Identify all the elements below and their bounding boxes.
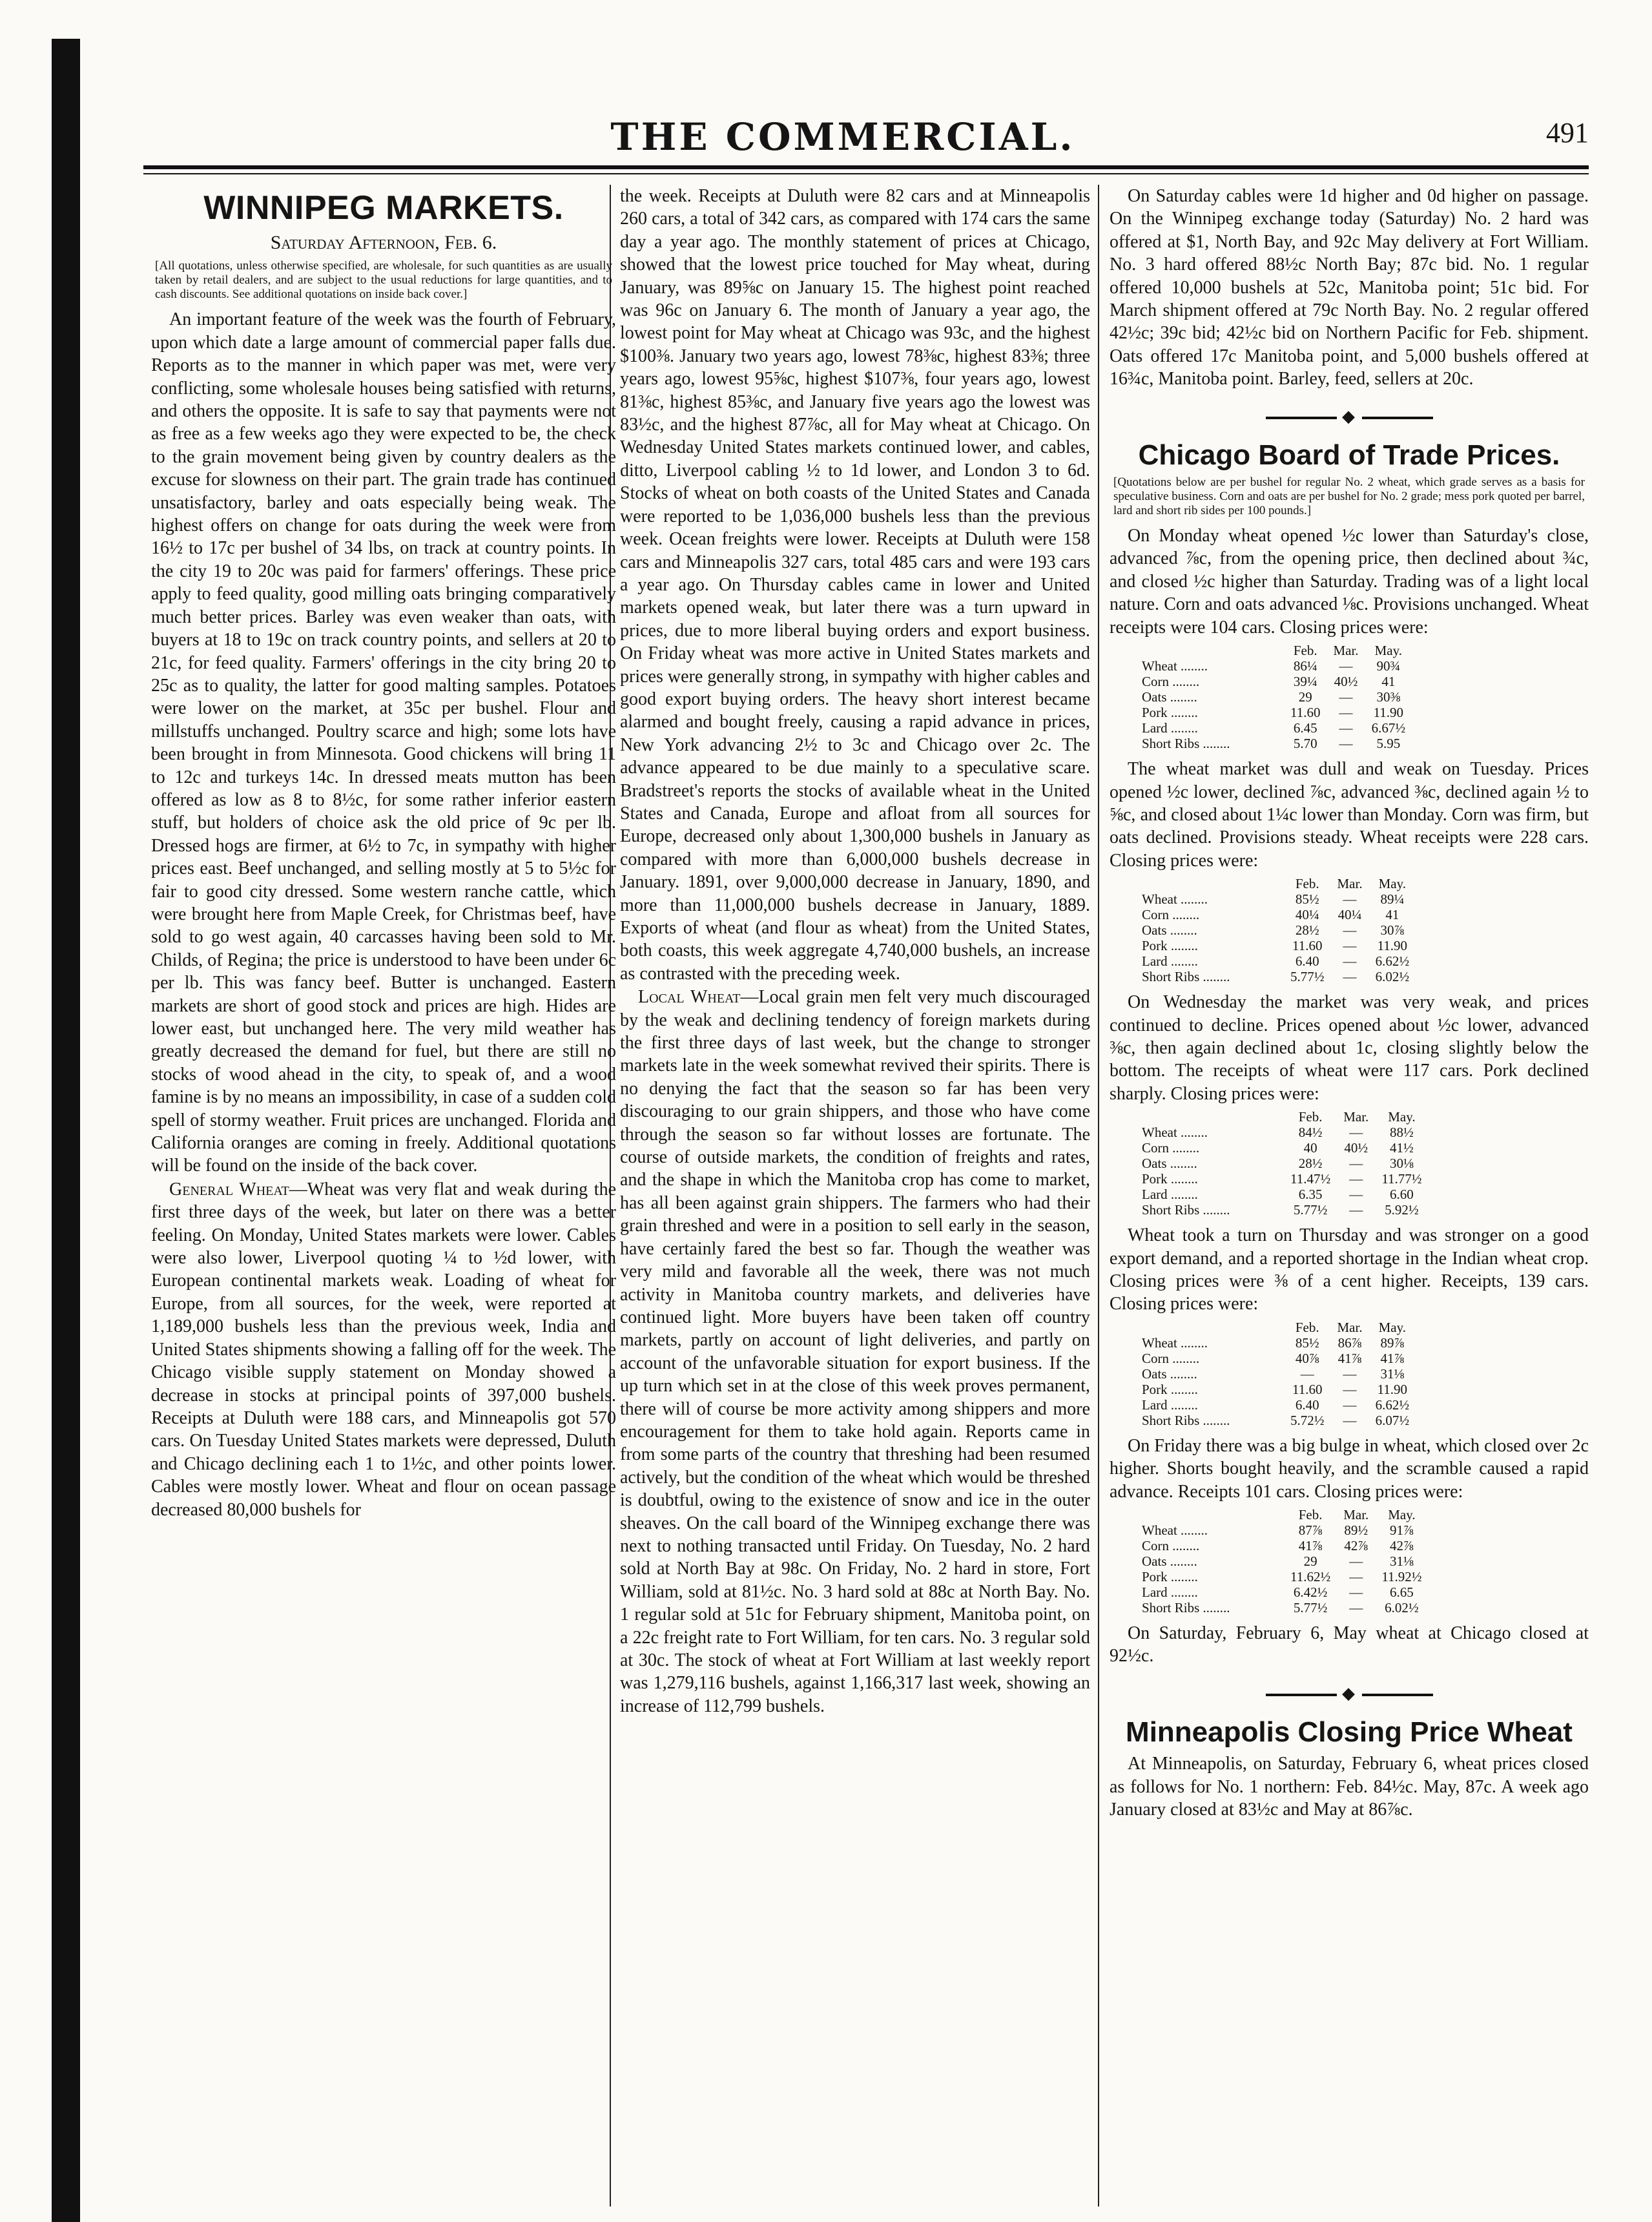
- price-cell: 11.60: [1290, 705, 1321, 721]
- table-row: [1142, 1553, 1429, 1569]
- article-paragraph: [620, 986, 1090, 1718]
- commodity-label: Corn ........: [1142, 674, 1200, 690]
- price-cell: —: [1339, 658, 1353, 674]
- article-paragraph: [151, 1178, 616, 1521]
- commodity-label: Oats ........: [1142, 922, 1197, 939]
- price-cell: 6.45: [1293, 720, 1317, 736]
- price-cell: 30⅞: [1380, 922, 1405, 939]
- price-cell: —: [1349, 1584, 1363, 1600]
- run-in-head: General Wheat: [169, 1179, 289, 1199]
- commodity-label: Pork ........: [1142, 938, 1198, 954]
- price-cell: 6.35: [1298, 1187, 1323, 1203]
- price-cell: 28½: [1295, 922, 1319, 939]
- table-row: [1142, 1569, 1429, 1584]
- table-row: [1142, 1522, 1429, 1538]
- section-ornament: ◆: [1110, 405, 1589, 428]
- column-header: [1142, 1109, 1284, 1125]
- price-cell: —: [1343, 938, 1357, 954]
- commodity-label: Wheat ........: [1142, 1334, 1208, 1351]
- price-cell: 6.02½: [1375, 969, 1410, 985]
- price-cell: 11.90: [1377, 938, 1408, 954]
- commodity-label: Pork ........: [1142, 705, 1198, 721]
- commodity-label: Short Ribs ........: [1142, 969, 1230, 985]
- table-row: [1142, 1600, 1429, 1615]
- table-header-row: [1142, 1507, 1429, 1522]
- article-paragraph: On Friday there was a big bulge in wheat, which closed over 2c higher. Shorts bought heavily, and the scramble caused a rapid advance. Receipts 101 cars. Closing prices were:: [1110, 1435, 1589, 1502]
- column-header: May.: [1378, 876, 1407, 892]
- column-header: [1142, 1320, 1284, 1335]
- price-cell: —: [1339, 705, 1353, 721]
- dateline: Saturday Afternoon, Feb. 6.: [270, 232, 497, 253]
- commodity-label: Lard ........: [1142, 953, 1198, 970]
- price-cell: 41⅞: [1298, 1538, 1323, 1553]
- price-cell: 6.62½: [1375, 1397, 1410, 1413]
- column-header: May.: [1388, 1507, 1416, 1522]
- price-cell: 11.60: [1292, 1381, 1323, 1397]
- price-cell: —: [1339, 736, 1353, 752]
- table-row: [1142, 1413, 1416, 1428]
- price-cell: 11.90: [1377, 1381, 1408, 1397]
- price-cell: 41⅞: [1380, 1350, 1405, 1366]
- table-header-row: [1142, 876, 1416, 891]
- paragraph-text: —Wheat was very flat and weak during the first three days of the week, but later on there was a better feeling. On Monday, United States markets were lower. Cables were also lower, Liverpool quoting ¼ to ½d lower, with European continental markets weak. Loading of wheat for Europe, from all sources, for the week, were reported at 1,189,000 bushels less than the previous week, India and United States shipments showing a falling off for the week. The Chicago visible supply statement on Monday showed a decrease in stocks at principal points of 397,000 bushels. Receipts at Duluth were 188 cars, and Minneapolis got 570 cars. On Tuesday United States markets were depressed, Duluth and Chicago declining each 1 to 1½c, and other points lower. Cables were mostly lower. Wheat and flour on ocean passage decreased 80,000 bushels for: [151, 1179, 616, 1520]
- price-cell: 40¼: [1337, 907, 1362, 923]
- table-row: [1142, 1397, 1416, 1413]
- price-table: [1142, 1320, 1416, 1428]
- commodity-label: Wheat ........: [1142, 891, 1208, 908]
- column-header: [1142, 876, 1284, 891]
- price-cell: 5.95: [1376, 736, 1401, 752]
- price-cell: —: [1349, 1187, 1363, 1203]
- table-row: [1142, 1584, 1429, 1600]
- price-cell: 41½: [1390, 1140, 1414, 1156]
- commodity-label: Lard ........: [1142, 1397, 1198, 1413]
- price-cell: 90¾: [1376, 658, 1401, 674]
- commodity-label: Short Ribs ........: [1142, 1600, 1230, 1615]
- article-paragraph: An important feature of the week was the fourth of February, upon which date a large amount of commercial paper falls due. Reports as to the manner in which paper was met, were very conflicting, some wholesale houses being satisfied with returns, and others the opposite. It is safe to say that payments were not as free as a few weeks ago they were expected to be, the check to the grain movement being given by country dealers as the excuse for slowness on their part. The grain trade has continued unsatisfactory, barley and oats especially being weak. The highest offers on change for oats during the week were from 16½ to 17c per bushel of 34 lbs, on track at country points. In the city 19 to 20c was paid for farmers' offerings. These price apply to feed quality, good milling oats bringing comparatively much better prices. Barley was even weaker than oats, with buyers at 18 to 19c on track country points, and sellers at 20 to 21c, for feed quality. Farmers' offerings in the city bring 20 to 25c as to quality, the latter for good malting samples. Potatoes were lower on the market, at 35c per bushel. Flour and millstuffs unchanged. Poultry scarce and high; some lots have been brought in from Minnesota. Good chickens will bring 11 to 12c and turkeys 14c. In dressed meats mutton has been offered as low as 8 to 8½c, for some rather inferior eastern stuff, but holders of choice ask the old price of 9c per lb. Dressed hogs are firmer, at 6½ to 7c, in sympathy with higher prices east. Beef unchanged, and selling mostly at 5 to 5½c for fair to good city dressed. Some western ranche cattle, which were brought here from Maple Creek, for Christmas beef, have sold to go west again, 40 carcasses having been sold to Mr. Childs, of Regina; the price is understood to have been under 6c per lb. This was fancy beef. Butter is unchanged. Eastern markets are short of good stock and prices are high. Hides are lower east, but unchanged here. The very mild weather has greatly decreased the demand for fuel, but there are still no stocks of wood ahead in the city, to speak of, and a wood famine is by no means an impossibility, in case of a sudden cold spell of stormy weather. Fruit prices are unchanged. Florida and California oranges are coming in freely. Additional quotations will be found on the inside of the back cover.: [151, 309, 616, 1176]
- price-cell: 40½: [1344, 1140, 1368, 1156]
- price-cell: 84½: [1298, 1125, 1323, 1141]
- price-cell: 89½: [1344, 1522, 1368, 1538]
- commodity-label: Short Ribs ........: [1142, 1202, 1230, 1218]
- price-cell: 86⅞: [1337, 1334, 1362, 1351]
- price-cell: 5.92½: [1385, 1202, 1419, 1218]
- table-row: [1142, 1382, 1416, 1397]
- table-row: [1142, 938, 1416, 953]
- paragraph-text: —Local grain men felt very much discouraged by the weak and declining tendency of foreign markets during the first three days of last week, but the change to stronger markets late in the week somewhat revived their spirits. There is no denying the fact that the season so far has been very discouraging to our grain shippers, and those who have come through the season so far without losses are fortunate. The course of outside markets, the condition of freights and rates, and the shape in which the Manitoba crop has come to market, has all been against grain shippers. The farmers who had their grain threshed and were in a position to sell early in the season, have certainly fared the best so far. Though the weather was very mild and favorable all the week, there was not much activity in Manitoba country markets, and deliveries have continued light. More buyers have been taken off country markets, partly on account of light deliveries, and partly on account of the unfavorable situation for export business. If the up turn which set in at the close of this week proves permanent, there will of course be more activity among shippers and more encouragement for them to take hold again. Reports came in from some parts of the country that threshing had been resumed actively, but the condition of the wheat which would be threshed is doubtful, owing to the existence of snow and ice in the outer sheaves. On the call board of the Winnipeg exchange there was next to nothing transacted until Friday. On Tuesday, No. 2 hard sold at North Bay at 98c. On Friday, No. 2 hard in store, Fort William, sold at 81½c. No. 3 hard sold at 88c at North Bay. No. 1 regular sold at 51c for February shipment, Manitoba point, on a 22c freight rate to Fort William, for ten cars. No. 3 regular sold at 30c. The stock of wheat at Fort William at last weekly report was 1,279,116 bushels, against 1,166,317 last week, showing an increase of 112,799 bushels.: [620, 987, 1091, 1716]
- commodity-label: Pork ........: [1142, 1569, 1198, 1584]
- column-header: Mar.: [1337, 876, 1363, 892]
- price-cell: 41: [1385, 907, 1399, 923]
- commodity-label: Corn ........: [1142, 1140, 1200, 1156]
- price-cell: 86¼: [1293, 658, 1317, 674]
- column-header: May.: [1374, 643, 1402, 659]
- table-row: [1142, 1351, 1416, 1366]
- column-3: [1110, 185, 1589, 1821]
- price-cell: 89¼: [1380, 891, 1405, 908]
- price-cell: 6.40: [1295, 953, 1319, 970]
- article-paragraph: The wheat market was dull and weak on Tuesday. Prices opened ½c lower, declined ⅞c, advanced ⅜c, declined again ½ to ⅝c, and closed about 1¼c lower than Monday. Corn was firm, but oats declined. Provisions steady. Wheat receipts were 228 cars. Closing prices were:: [1110, 759, 1589, 871]
- table-row: [1142, 891, 1416, 907]
- price-cell: 89⅞: [1380, 1334, 1405, 1351]
- table-row: [1142, 720, 1412, 736]
- table-header-row: [1142, 643, 1412, 658]
- price-table: [1142, 1109, 1429, 1218]
- run-in-head: Local Wheat: [638, 987, 741, 1008]
- commodity-label: Lard ........: [1142, 1187, 1198, 1203]
- price-cell: 5.72½: [1290, 1412, 1325, 1428]
- price-cell: 5.70: [1293, 736, 1317, 752]
- price-cell: 6.07½: [1375, 1412, 1410, 1428]
- column-header: [1142, 1507, 1284, 1522]
- table-row: [1142, 658, 1412, 674]
- price-cell: 6.65: [1390, 1584, 1414, 1600]
- masthead: [97, 115, 1589, 159]
- column-divider: [1098, 185, 1099, 2206]
- price-cell: 11.77½: [1381, 1171, 1422, 1187]
- column-header: Feb.: [1298, 1507, 1323, 1522]
- price-cell: 41: [1381, 674, 1396, 690]
- price-cell: —: [1343, 1412, 1357, 1428]
- price-cell: 6.40: [1295, 1397, 1319, 1413]
- price-cell: 40¼: [1295, 907, 1319, 923]
- price-cell: 5.77½: [1293, 1600, 1328, 1615]
- price-cell: —: [1349, 1553, 1363, 1569]
- price-table: [1142, 1507, 1429, 1615]
- article-paragraph: the week. Receipts at Duluth were 82 cars and at Minneapolis 260 cars, a total of 342 cars, as compared with 174 cars the same day a year ago. The monthly statement of prices at Chicago, showed that the lowest price touched for May wheat, during January, was 89⅝c on January 15. The highest point reached was 96c on January 6. The month of January a year ago, the lowest point for May wheat at Chicago was 93c, and the highest $100⅜. January two years ago, lowest 78⅜c, highest 83⅜; three years ago, lowest 95⅝c, highest $107⅜, four years ago, lowest 81⅜c, highest 85⅜c, and January five years ago the lowest was 83½c, and the highest 87⅞c, all for May wheat at Chicago. On Wednesday United States markets continued lower, and cables, ditto, Liverpool cabling ½ to 1d lower, and London 3 to 6d. Stocks of wheat on both coasts of the United States and Canada were reported to be 1,036,000 bushels less than the previous week. Ocean freights were lower. Receipts at Duluth were 158 cars and Minneapolis 327 cars, total 485 cars and were 193 cars a year ago. On Thursday cables came in lower and United markets opened weak, but later there was a turn upward in prices, due to more liberal buying orders and export business. On Friday wheat was more active in United States markets and prices were generally strong, in sympathy with higher cables and good export buying orders. The heavy short interest became alarmed and bought freely, causing a rapid advance in prices, New York advancing 2½ to 3c and Chicago over 2c. The advance appeared to be due mainly to a speculative scare. Bradstreet's reports the stocks of available wheat in the United States and Canada, Europe and afloat from all sources for Europe, decreased only about 1,300,000 bushels in January as compared with more than 6,000,000 bushels decrease in January. 1891, over 9,000,000 decrease in January, 1890, and more than 11,000,000 bushels decrease in January, 1889. Exports of wheat (and flour as wheat) from the United States, both coasts, this week aggregate 4,740,000 bushels, an increase as contrasted with the preceding week.: [620, 186, 1090, 984]
- commodity-label: Lard ........: [1142, 720, 1198, 736]
- price-cell: 11.62½: [1290, 1569, 1331, 1584]
- price-cell: 40⅞: [1295, 1350, 1319, 1366]
- price-cell: 6.60: [1390, 1187, 1414, 1203]
- price-cell: 88½: [1390, 1125, 1414, 1141]
- price-cell: —: [1339, 689, 1353, 705]
- article-paragraph: On Saturday, February 6, May wheat at Chicago closed at 92½c.: [1110, 1623, 1589, 1666]
- binding-edge: [52, 39, 80, 2222]
- section-heading: Chicago Board of Trade Prices.: [1138, 439, 1560, 472]
- price-cell: 11.90: [1373, 705, 1404, 721]
- commodity-label: Wheat ........: [1142, 658, 1208, 674]
- price-cell: —: [1349, 1569, 1363, 1584]
- table-row: [1142, 1366, 1416, 1382]
- commodity-label: Oats ........: [1142, 689, 1197, 705]
- price-cell: 42⅞: [1390, 1538, 1414, 1553]
- page-number: 491: [1546, 117, 1589, 149]
- table-row: [1142, 705, 1412, 720]
- table-row: [1142, 922, 1416, 938]
- price-cell: —: [1300, 1365, 1314, 1382]
- quotation-note: [Quotations below are per bushel for regular No. 2 wheat, which grade serves as a basis for speculative business. Corn and oats are per bushel for No. 2 grade; mess pork quoted per barrel, lard and short rib sides per 100 pounds.]: [1113, 475, 1585, 518]
- column-1: [151, 185, 616, 1521]
- column-2: [620, 185, 1090, 1718]
- price-cell: 85½: [1295, 1334, 1319, 1351]
- price-cell: 29: [1298, 689, 1312, 705]
- masthead-title: THE COMMERCIAL.: [610, 115, 1075, 159]
- price-cell: —: [1343, 922, 1357, 939]
- table-row: [1142, 1202, 1429, 1218]
- column-header: May.: [1388, 1109, 1416, 1125]
- price-cell: 5.77½: [1293, 1202, 1328, 1218]
- price-cell: 6.67½: [1371, 720, 1406, 736]
- table-row: [1142, 689, 1412, 705]
- price-cell: 6.42½: [1293, 1584, 1328, 1600]
- price-cell: 41⅞: [1337, 1350, 1362, 1366]
- table-row: [1142, 953, 1416, 969]
- price-cell: —: [1343, 1365, 1357, 1382]
- column-header: May.: [1378, 1319, 1407, 1335]
- price-cell: 87⅞: [1298, 1522, 1323, 1538]
- price-cell: —: [1343, 891, 1357, 908]
- commodity-label: Pork ........: [1142, 1381, 1198, 1397]
- table-row: [1142, 1171, 1429, 1187]
- commodity-label: Short Ribs ........: [1142, 736, 1230, 752]
- price-table: [1142, 643, 1412, 751]
- price-cell: 31⅛: [1390, 1553, 1414, 1569]
- table-row: [1142, 969, 1416, 984]
- table-row: [1142, 1125, 1429, 1140]
- commodity-label: Oats ........: [1142, 1156, 1197, 1172]
- column-header: Mar.: [1343, 1109, 1369, 1125]
- price-cell: 30⅜: [1376, 689, 1401, 705]
- section-heading: Minneapolis Closing Price Wheat: [1126, 1716, 1573, 1749]
- article-paragraph: On Monday wheat opened ½c lower than Saturday's close, advanced ⅞c, from the opening price, then declined about ¾c, and closed ½c higher than Saturday. Trading was of a light local nature. Corn and oats advanced ⅛c. Provisions unchanged. Wheat receipts were 104 cars. Closing prices were:: [1110, 526, 1589, 638]
- commodity-label: Corn ........: [1142, 907, 1200, 923]
- price-cell: 91⅞: [1390, 1522, 1414, 1538]
- price-cell: 28½: [1298, 1156, 1323, 1172]
- price-cell: 29: [1303, 1553, 1317, 1569]
- article-paragraph: Wheat took a turn on Thursday and was stronger on a good export demand, and a reported shortage in the Indian wheat crop. Closing prices were ⅜ of a cent higher. Receipts, 139 cars. Closing prices were:: [1110, 1225, 1589, 1314]
- masthead-rule-thin: [143, 173, 1589, 174]
- price-cell: 5.77½: [1290, 969, 1325, 985]
- price-cell: —: [1349, 1156, 1363, 1172]
- price-cell: 11.60: [1292, 938, 1323, 954]
- table-row: [1142, 736, 1412, 751]
- price-cell: 42⅞: [1344, 1538, 1368, 1553]
- table-row: [1142, 1538, 1429, 1553]
- commodity-label: Wheat ........: [1142, 1522, 1208, 1538]
- table-row: [1142, 907, 1416, 922]
- price-cell: 30⅛: [1390, 1156, 1414, 1172]
- section-heading: WINNIPEG MARKETS.: [203, 189, 564, 227]
- column-header: Feb.: [1293, 643, 1317, 659]
- column-header: Feb.: [1295, 876, 1319, 892]
- column-header: Mar.: [1333, 643, 1359, 659]
- price-cell: —: [1349, 1600, 1363, 1615]
- price-cell: 11.92½: [1381, 1569, 1422, 1584]
- table-row: [1142, 1187, 1429, 1202]
- price-cell: —: [1349, 1202, 1363, 1218]
- table-row: [1142, 1335, 1416, 1351]
- commodity-label: Oats ........: [1142, 1365, 1197, 1382]
- column-header: Feb.: [1295, 1319, 1319, 1335]
- article-paragraph: On Wednesday the market was very weak, and prices continued to decline. Prices opened about ½c lower, advanced ⅜c, then again declined about 1c, closing slightly below the bottom. The receipts of wheat were 117 cars. Pork declined sharply. Closing prices were:: [1110, 992, 1589, 1104]
- price-cell: —: [1349, 1171, 1363, 1187]
- table-row: [1142, 674, 1412, 689]
- commodity-label: Wheat ........: [1142, 1125, 1208, 1141]
- column-header: Feb.: [1298, 1109, 1323, 1125]
- commodity-label: Pork ........: [1142, 1171, 1198, 1187]
- article-paragraph: At Minneapolis, on Saturday, February 6, wheat prices closed as follows for No. 1 northern: Feb. 84½c. May, 87c. A week ago January closed at 83½c and May at 86⅞c.: [1110, 1754, 1589, 1820]
- price-cell: 6.62½: [1375, 953, 1410, 970]
- commodity-label: Corn ........: [1142, 1538, 1200, 1553]
- commodity-label: Oats ........: [1142, 1553, 1197, 1569]
- column-header: [1142, 643, 1284, 658]
- quotation-note: [All quotations, unless otherwise specified, are wholesale, for such quantities as are usually taken by retail dealers, and are subject to the usual reductions for large quantities, and to cash discounts. See additional quotations on inside back cover.]: [155, 259, 612, 302]
- price-cell: 31⅛: [1380, 1365, 1405, 1382]
- price-cell: 85½: [1295, 891, 1319, 908]
- price-cell: 40½: [1334, 674, 1358, 690]
- commodity-label: Corn ........: [1142, 1350, 1200, 1366]
- table-row: [1142, 1140, 1429, 1156]
- price-cell: 40: [1303, 1140, 1317, 1156]
- column-header: Mar.: [1343, 1507, 1369, 1522]
- table-header-row: [1142, 1109, 1429, 1125]
- price-cell: —: [1339, 720, 1353, 736]
- section-ornament: ◆: [1110, 1682, 1589, 1705]
- masthead-rule-thick: [143, 165, 1589, 169]
- commodity-label: Short Ribs ........: [1142, 1412, 1230, 1428]
- commodity-label: Lard ........: [1142, 1584, 1198, 1600]
- price-cell: —: [1343, 969, 1357, 985]
- price-cell: —: [1343, 1397, 1357, 1413]
- table-header-row: [1142, 1320, 1416, 1335]
- price-cell: 11.47½: [1290, 1171, 1331, 1187]
- price-table: [1142, 876, 1416, 984]
- column-header: Mar.: [1337, 1319, 1363, 1335]
- price-cell: 39¼: [1293, 674, 1317, 690]
- price-cell: —: [1349, 1125, 1363, 1141]
- price-cell: —: [1343, 1381, 1357, 1397]
- price-cell: 6.02½: [1385, 1600, 1419, 1615]
- article-paragraph: On Saturday cables were 1d higher and 0d higher on passage. On the Winnipeg exchange today (Saturday) No. 2 hard was offered at $1, North Bay, and 92c May delivery at Fort William. No. 3 hard offered 88½c North Bay; 87c bid. No. 1 regular offered 10,000 bushels at 52c, Manitoba point; 51c bid. For March shipment offered at 79c North Bay. No. 2 regular offered 42½c; 39c bid; 42½c bid on Northern Pacific for Feb. shipment. Oats offered 17c Manitoba point, and 5,000 bushels offered at 16¾c, Manitoba point. Barley, feed, sellers at 20c.: [1110, 186, 1589, 389]
- price-cell: —: [1343, 953, 1357, 970]
- table-row: [1142, 1156, 1429, 1171]
